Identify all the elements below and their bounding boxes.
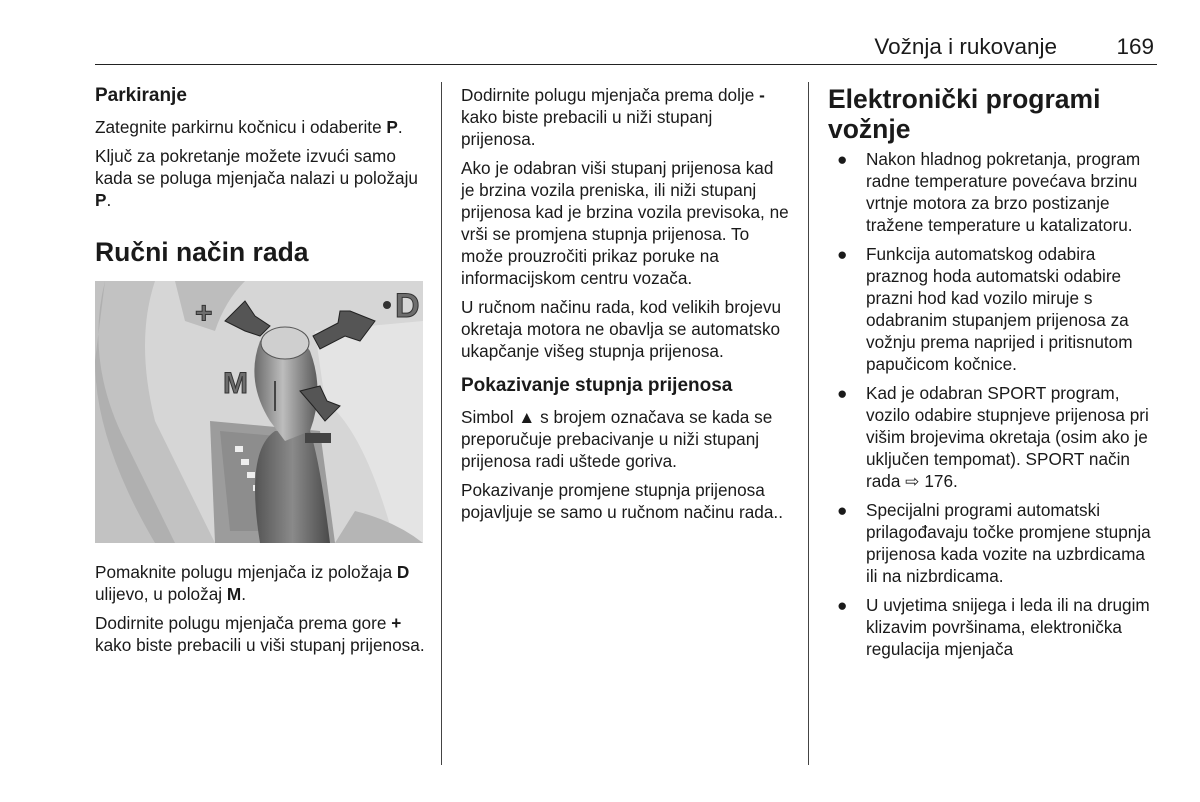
bullet-icon: ● [837,500,848,520]
paragraph-key-removal: Ključ za pokretanje možete izvući samo kada se poluga mjenjača nalazi u položaju P. [95,146,418,210]
page-header [95,34,1157,65]
column-2 [461,84,791,530]
paragraph-parking-brake: Zategnite parkirnu kočnicu i odaberite P. [95,117,403,137]
paragraph-no-auto-upshift: U ručnom načinu rada, kod velikih brojevu okretaja motora ne obavlja se automatsko ukapčanje višeg stupnja prijenosa. [461,297,782,361]
list-item: ● Nakon hladnog pokretanja, program radne temperature povećava brzinu vrtnje motora za brzo postizanje tražene temperature u katalizatoru. [837,149,1141,235]
column-divider-1 [441,82,442,765]
bullet-icon: ● [837,149,848,169]
gear-lever-illustration [95,281,423,543]
label-d: D [395,287,420,325]
list-item: ● Funkcija automatskog odabira praznog hoda automatski odabire prazni hod kad vozilo miruje s odabranim stupanjem prijenosa za vožnju prema naprijed i pritisnutom papučicom kočnice. [837,244,1133,374]
paragraph-symbol: Simbol ▲ s brojem označava se kada se preporučuje prebacivanje u niži stupanj prijenosa radi uštede goriva. [461,407,773,471]
paragraph-gear-restriction: Ako je odabran viši stupanj prijenosa kad je brzina vozila preniska, ili niži stupanj prijenosa kad je brzina vozila previsoka, ne vrši se promjena stupnja prijenosa. To može prouzročiti prikaz poruke na informacijskom centru vozača. [461,158,789,288]
label-m: M [223,367,248,400]
paragraph-upshift: Dodirnite polugu mjenjača prema gore + kako biste prebacili u viši stupanj prijenosa. [95,613,425,655]
column-3 [828,84,1158,667]
column-1 [95,84,425,663]
paragraph-indication-manual: Pokazivanje promjene stupnja prijenosa pojavljuje se samo u ručnom načinu rada.. [461,480,783,522]
header-title: Vožnja i rukovanje [874,34,1057,59]
column-divider-2 [808,82,809,765]
list-item: ● Kad je odabran SPORT program, vozilo odabire stupnjeve prijenosa pri višim brojevima okretaja (osim ako je uključen tempomat). SPORT način rada ⇨ 176. [837,383,1149,491]
list-item: ● Specijalni programi automatski prilagođavaju točke promjene stupnja prijenosa kada vozite na uzbrdicama ili na nizbrdicama. [837,500,1151,586]
bullet-icon: ● [837,595,848,615]
list-item: ● U uvjetima snijega i leda ili na drugim klizavim površinama, elektronička regulacija mjenjača [837,595,1150,659]
section-title-electronic-programs: Elektronički programi vožnje [828,84,1101,144]
bullet-icon: ● [837,383,848,403]
section-title-manual-mode: Ručni način rada [95,237,309,267]
heading-gear-indication: Pokazivanje stupnja prijenosa [461,375,733,396]
bullet-icon: ● [837,244,848,264]
heading-parkiranje: Parkiranje [95,85,187,106]
label-plus: + [195,297,213,330]
page-number: 169 [1116,34,1154,59]
bullet-list [828,148,1158,660]
paragraph-move-lever: Pomaknite polugu mjenjača iz položaja D ulijevo, u položaj M. [95,562,410,604]
paragraph-downshift: Dodirnite polugu mjenjača prema dolje - kako biste prebacili u niži stupanj prijenosa. [461,85,765,149]
